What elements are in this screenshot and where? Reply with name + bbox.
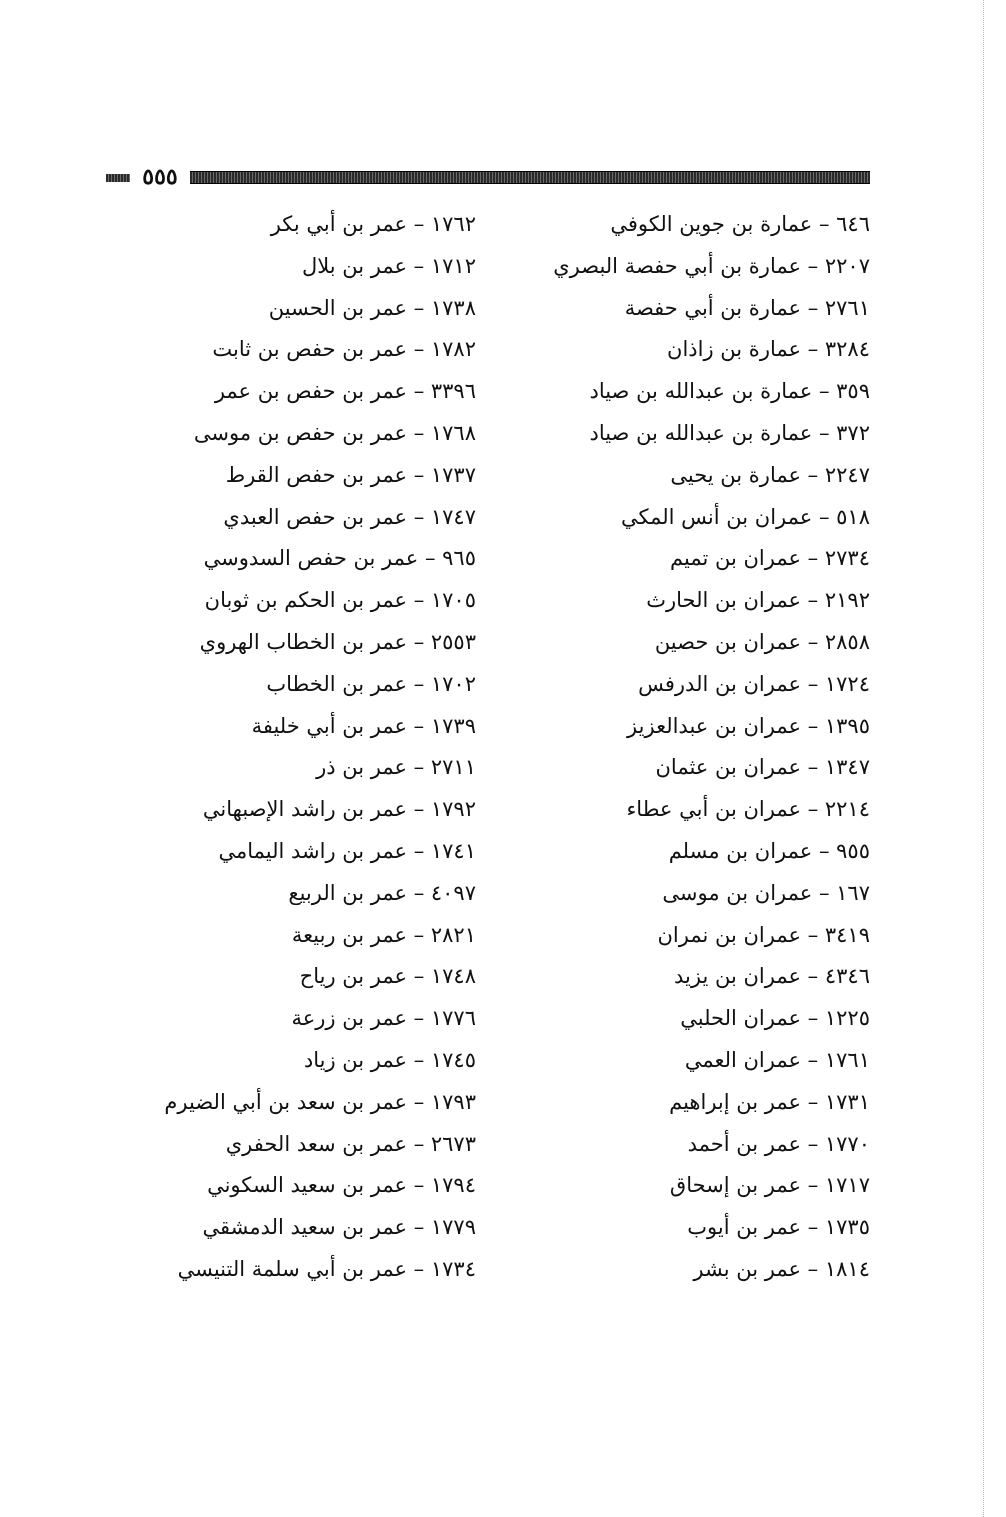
index-entry: ١٧٣٩ – عمر بن أبي خليفة (251, 713, 476, 738)
index-entry: ١٨١٤ – عمر بن بشر (693, 1256, 870, 1281)
index-entry: ١٣٤٧ – عمران بن عثمان (655, 755, 870, 780)
header-rule (190, 171, 870, 184)
index-entry: ١٢٢٥ – عمران الحلبي (680, 1006, 870, 1031)
index-entry: ٢٦٧٣ – عمر بن سعد الحفري (225, 1131, 476, 1156)
index-entry: ١٧٣٨ – عمر بن الحسين (268, 295, 476, 320)
index-entry: ١٧١٧ – عمر بن إسحاق (669, 1173, 870, 1198)
index-entry: ٢٢٠٧ – عمارة بن أبي حفصة البصري (553, 253, 870, 278)
index-entry: ٢٨٥٨ – عمران بن حصين (654, 629, 870, 654)
index-entry: ٢١٩٢ – عمران بن الحارث (646, 588, 870, 613)
index-entry: ١٦٧ – عمران بن موسى (662, 880, 870, 905)
index-entry: ٢٢١٤ – عمران بن أبي عطاء (626, 797, 870, 822)
header-rule-left (106, 174, 130, 182)
index-entry: ١٧١٢ – عمر بن بلال (301, 253, 476, 278)
index-entry: ١٧٣٤ – عمر بن أبي سلمة التنيسي (177, 1256, 476, 1281)
page-header (106, 164, 870, 190)
index-entry: ١٧٠٥ – عمر بن الحكم بن ثوبان (204, 588, 476, 613)
index-entry: ١٣٩٥ – عمران بن عبدالعزيز (627, 713, 870, 738)
index-entry: ٣٣٩٦ – عمر بن حفص بن عمر (214, 379, 476, 404)
index-entry: ٩٥٥ – عمران بن مسلم (668, 838, 870, 863)
index-entry: ٢٨٢١ – عمر بن ربيعة (291, 922, 476, 947)
index-entry: ١٧٣١ – عمر بن إبراهيم (669, 1089, 870, 1114)
index-entry: ٢٧٣٤ – عمران بن تميم (670, 546, 870, 571)
index-entry: ١٧٤٨ – عمر بن رياح (299, 964, 476, 989)
index-entry: ٦٤٦ – عمارة بن جوين الكوفي (610, 212, 870, 236)
index-entry: ١٧٩٢ – عمر بن راشد الإصبهاني (202, 797, 476, 822)
index-entry: ١٧٧٩ – عمر بن سعيد الدمشقي (202, 1215, 476, 1240)
index-entry: ١٧٤٧ – عمر بن حفص العبدي (223, 504, 476, 529)
index-entry: ٢٥٥٣ – عمر بن الخطاب الهروي (199, 629, 476, 654)
index-entry: ١٧٠٢ – عمر بن الخطاب (266, 671, 476, 696)
index-entry: ٥١٨ – عمران بن أنس المكي (621, 504, 870, 529)
index-entry: ١٧٢٤ – عمران بن الدرفس (638, 671, 870, 696)
index-entry: ١٧٦٨ – عمر بن حفص بن موسى (193, 420, 476, 445)
index-entry: ١٧٦٢ – عمر بن أبي بكر (270, 212, 476, 236)
index-entry: ٣٧٢ – عمارة بن عبدالله بن صياد (589, 420, 870, 445)
index-entry: ٣٥٩ – عمارة بن عبدالله بن صياد (589, 379, 870, 404)
index-entry: ٤٠٩٧ – عمر بن الربيع (288, 880, 476, 905)
index-column-right (490, 204, 870, 1291)
index-entry: ٣٤١٩ – عمران بن نمران (657, 922, 870, 947)
index-entry: ٩٦٥ – عمر بن حفص السدوسي (203, 546, 476, 571)
index-entry: ١٧٣٥ – عمر بن أيوب (687, 1215, 870, 1240)
index-entry: ١٧٤٥ – عمر بن زياد (303, 1047, 476, 1072)
index-entry: ٢٢٤٧ – عمارة بن يحيى (670, 462, 870, 487)
index-entry: ١٧٣٧ – عمر بن حفص القرط (225, 462, 476, 487)
index-entry: ٢٧١١ – عمر بن ذر (316, 755, 476, 780)
index-entry: ١٧٧٦ – عمر بن زرعة (291, 1006, 476, 1031)
index-entry: ١٧٩٣ – عمر بن سعد بن أبي الضيرم (164, 1089, 476, 1114)
index-column-left (96, 204, 476, 1291)
index-entry: ١٧٨٢ – عمر بن حفص بن ثابت (212, 337, 476, 362)
index-entry: ٢٧٦١ – عمارة بن أبي حفصة (624, 295, 870, 320)
page-number: ٥٥٥ (142, 164, 178, 190)
index-entry: ١٧٤١ – عمر بن راشد اليمامي (218, 838, 476, 863)
index-entry: ١٧٧٠ – عمر بن أحمد (687, 1131, 870, 1156)
index-entry: ١٧٦١ – عمران العمي (684, 1047, 870, 1072)
index-entry: ٤٣٤٦ – عمران بن يزيد (674, 964, 870, 989)
index-entry: ٣٢٨٤ – عمارة بن زاذان (667, 337, 870, 362)
index-entry: ١٧٩٤ – عمر بن سعيد السكوني (207, 1173, 476, 1198)
page-edge-line (983, 0, 984, 1517)
